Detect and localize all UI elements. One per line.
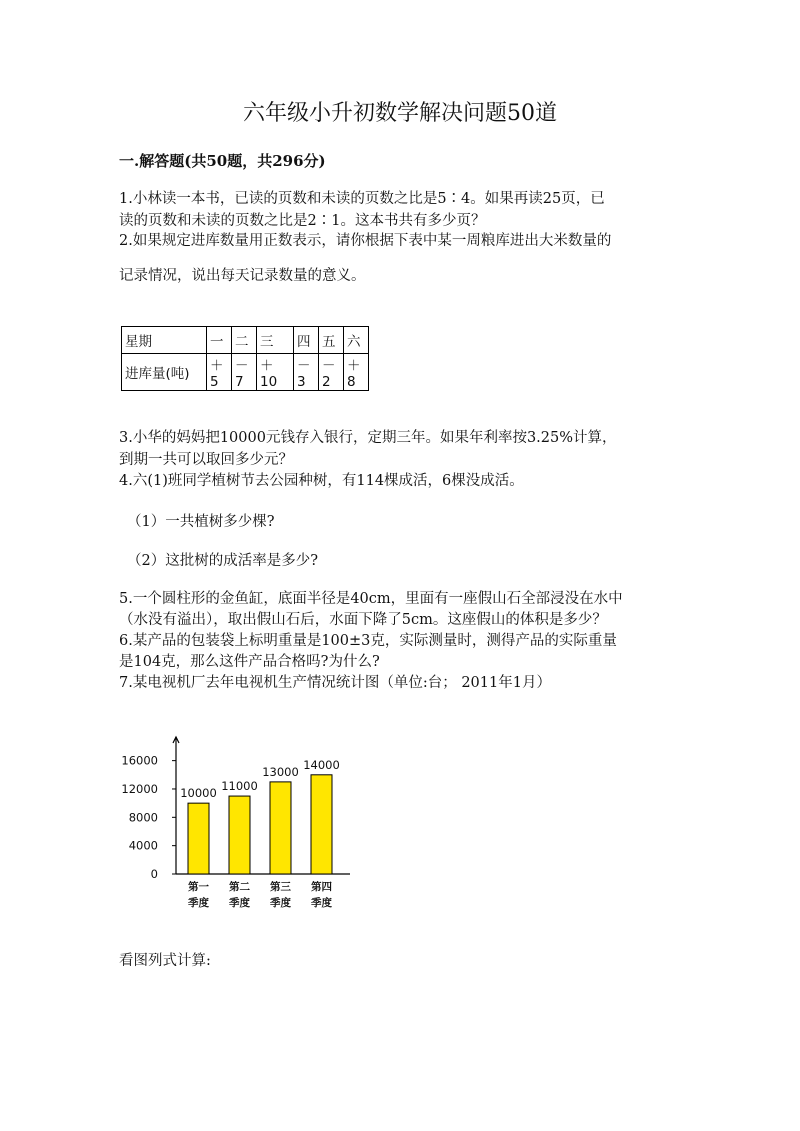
table-row: [122, 354, 369, 391]
q1-line1: 1.小林读一本书，已读的页数和未读的页数之比是5∶4。如果再读25页，已: [119, 191, 605, 207]
bar: [188, 803, 209, 874]
q2-line1: 2.如果规定进库数量用正数表示，请你根据下表中某一周粮库进出大米数量的: [119, 233, 612, 249]
q5-line2: （水没有溢出），取出假山石后，水面下降了5cm。这座假山的体积是多少？: [119, 612, 607, 628]
table-cell: －2: [319, 354, 344, 391]
y-tick-label: 12000: [121, 781, 158, 796]
q3-line1: 3.小华的妈妈把10000元钱存入银行，定期三年。如果年利率按3.25%计算，: [119, 430, 617, 446]
page-title: 六年级小升初数学解决问题50道: [243, 101, 557, 126]
x-category-label: 季度: [188, 897, 209, 909]
x-category-label: 第二: [229, 881, 250, 893]
q4-sub2: （2）这批树的成活率是多少?: [127, 553, 318, 569]
table-cell: 三: [257, 327, 294, 354]
table-cell: ＋10: [257, 354, 294, 391]
x-category-label: 第四: [311, 881, 332, 893]
q4-line1: 4.六(1)班同学植树节去公园种树，有114棵成活，6棵没成活。: [119, 473, 524, 489]
bar: [229, 796, 250, 874]
x-category-label: 第一: [188, 881, 209, 893]
table-cell: ＋5: [207, 354, 232, 391]
y-tick-label: 0: [150, 867, 158, 881]
y-tick-label: 16000: [121, 753, 158, 768]
table-header-row: [122, 327, 369, 354]
table-cell: 进库量(吨): [122, 354, 207, 391]
table-cell: 六: [344, 327, 369, 354]
table-cell: 五: [319, 327, 344, 354]
tv-production-chart: [110, 735, 370, 920]
table-cell: ＋8: [344, 354, 369, 391]
table-cell: 二: [232, 327, 257, 354]
q7-line1: 7.某电视机厂去年电视机生产情况统计图（单位:台； 2011年1月）: [119, 675, 551, 691]
q6-line2: 是104克，那么这件产品合格吗?为什么?: [119, 654, 380, 670]
bar: [311, 775, 332, 874]
table-cell: 四: [294, 327, 319, 354]
bar-value-label: 11000: [221, 779, 258, 794]
x-category-label: 季度: [229, 897, 250, 909]
table-cell: －3: [294, 354, 319, 391]
y-tick-label: 4000: [128, 838, 158, 853]
q1-line2: 读的页数和未读的页数之比是2∶1。这本书共有多少页？: [119, 213, 486, 229]
x-category-label: 第三: [270, 881, 291, 893]
q4-sub1: （1）一共植树多少棵?: [127, 514, 275, 530]
table-cell: －7: [232, 354, 257, 391]
bar-value-label: 10000: [180, 786, 217, 801]
bar-value-label: 13000: [262, 764, 299, 779]
bar-value-label: 14000: [303, 757, 340, 772]
q3-line2: 到期一共可以取回多少元？: [119, 452, 293, 468]
grain-record-table: [121, 326, 369, 391]
q5-line1: 5.一个圆柱形的金鱼缸，底面半径是40cm，里面有一座假山石全部浸没在水中: [119, 591, 623, 607]
x-category-label: 季度: [311, 897, 332, 909]
x-category-label: 季度: [270, 897, 291, 909]
y-tick-label: 8000: [128, 810, 158, 825]
q6-line1: 6.某产品的包装袋上标明重量是100±3克，实际测量时，测得产品的实际重量: [119, 633, 617, 649]
q7-after: 看图列式计算:: [119, 953, 211, 969]
table-cell: 一: [207, 327, 232, 354]
q2-line2: 记录情况，说出每天记录数量的意义。: [119, 268, 366, 284]
bar: [270, 782, 291, 874]
table-cell: 星期: [122, 327, 207, 354]
section-heading: 一.解答题(共50题，共296分): [119, 152, 326, 170]
